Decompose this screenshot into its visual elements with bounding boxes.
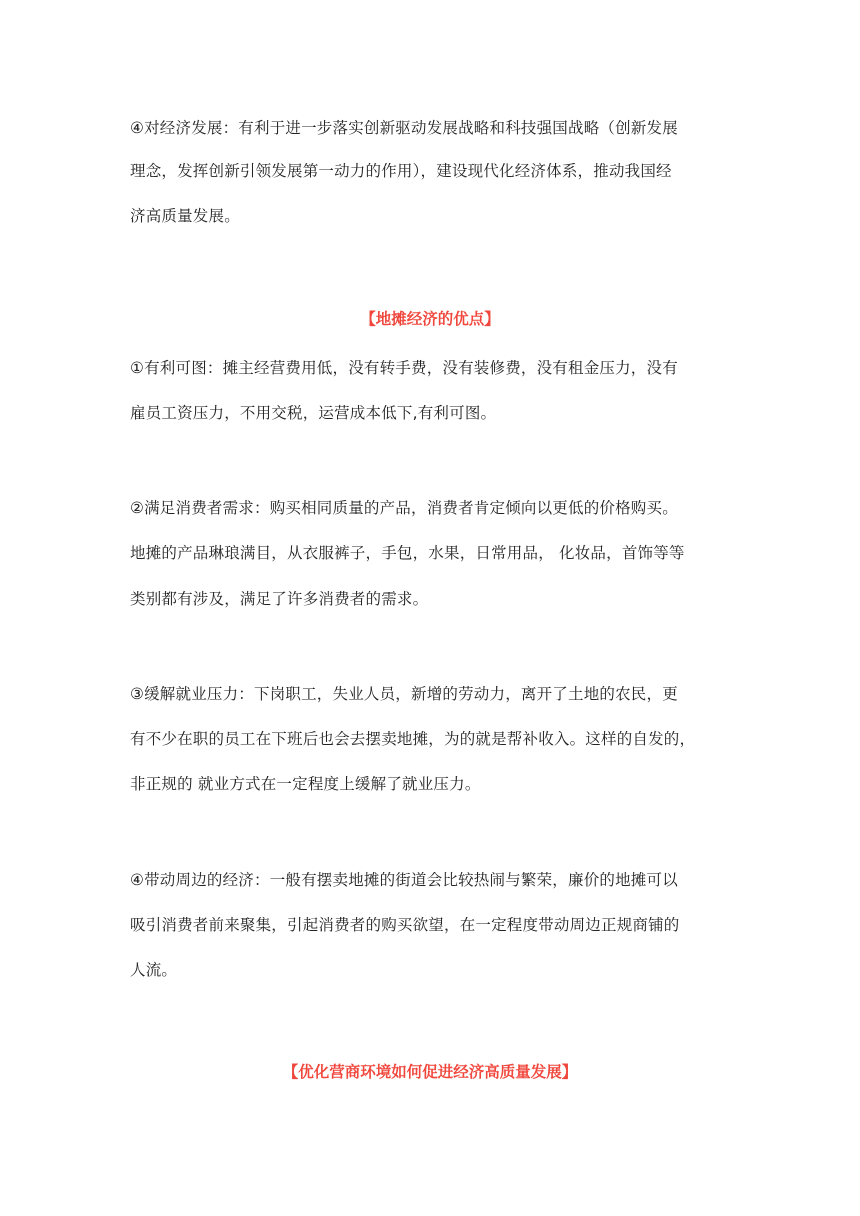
paragraph-economic-development-line-3: 济高质量发展。 xyxy=(130,207,240,225)
paragraph-employment-line-3: 非正规的 就业方式在一定程度上缓解了就业压力。 xyxy=(130,775,481,793)
paragraph-surrounding-economy-line-1: ④带动周边的经济：一般有摆卖地摊的街道会比较热闹与繁荣，廉价的地摊可以 xyxy=(130,871,678,889)
paragraph-employment-line-2: 有不少在职的员工在下班后也会去摆卖地摊，为的就是帮补收入。这样的自发的， xyxy=(130,730,696,748)
paragraph-surrounding-economy-line-2: 吸引消费者前来聚集，引起消费者的购买欲望，在一定程度带动周边正规商铺的 xyxy=(130,916,680,934)
paragraph-profitable-line-2: 雇员工资压力，不用交税，运营成本低下,有利可图。 xyxy=(130,404,497,422)
paragraph-economic-development-line-2: 理念，发挥创新引领发展第一动力的作用），建设现代化经济体系，推动我国经 xyxy=(130,162,672,180)
section-heading-street-stall-advantages: 【地摊经济的优点】 xyxy=(360,310,500,328)
paragraph-surrounding-economy-line-3: 人流。 xyxy=(130,961,178,979)
paragraph-consumer-demand-line-3: 类别都有涉及，满足了许多消费者的需求。 xyxy=(130,590,429,608)
paragraph-consumer-demand-line-1: ②满足消费者需求：购买相同质量的产品，消费者肯定倾向以更低的价格购买。 xyxy=(130,499,678,517)
paragraph-economic-development-line-1: ④对经济发展：有利于进一步落实创新驱动发展战略和科技强国战略（创新发展 xyxy=(130,119,678,137)
paragraph-employment-line-1: ③缓解就业压力：下岗职工，失业人员，新增的劳动力，离开了土地的农民，更 xyxy=(130,685,678,703)
paragraph-consumer-demand-line-2: 地摊的产品琳琅满目，从衣服裤子，手包，水果，日常用品， 化妆品，首饰等等 xyxy=(130,544,685,562)
paragraph-profitable-line-1: ①有利可图：摊主经营费用低，没有转手费，没有装修费，没有租金压力，没有 xyxy=(130,359,678,377)
section-heading-business-environment: 【优化营商环境如何促进经济高质量发展】 xyxy=(282,1063,578,1081)
